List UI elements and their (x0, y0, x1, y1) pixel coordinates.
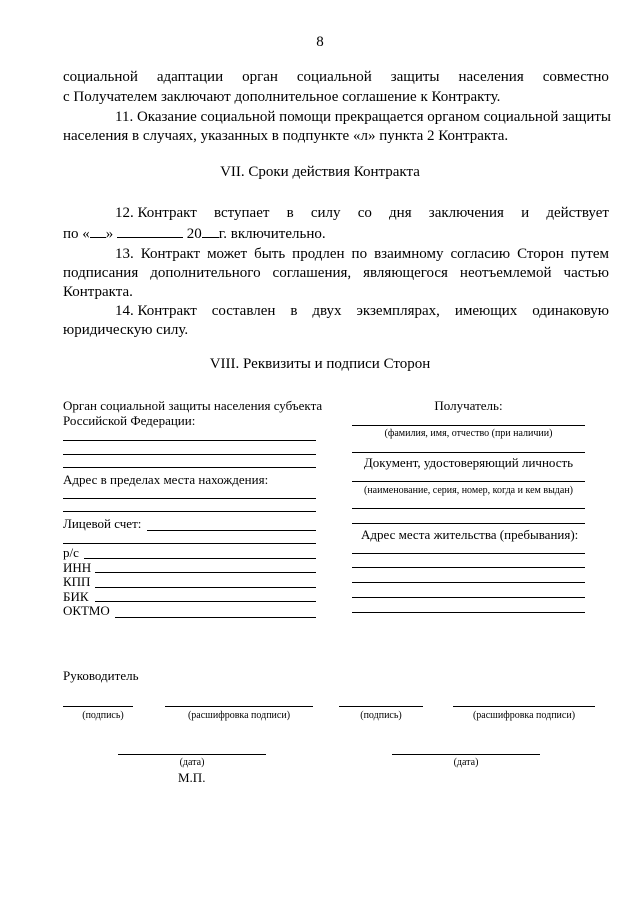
account-label: Лицевой счет: (63, 516, 142, 531)
para-14-word: в (290, 303, 298, 319)
head-label: Руководитель (63, 668, 139, 683)
inn-label: ИНН (63, 560, 92, 575)
para-12-word: 12. Контракт (115, 205, 197, 221)
para-10-word: социальной (63, 69, 138, 85)
right-date-line[interactable] (392, 754, 540, 755)
para-12-word: заключения (428, 205, 504, 221)
oktmo-line[interactable] (115, 617, 316, 618)
para-11-line-1: 11. Оказание социальной помощи прекращается органом социальной защиты (115, 109, 611, 125)
para-12-word: и (521, 205, 530, 221)
para-14-line-1 (115, 302, 609, 321)
document-line-2[interactable] (352, 508, 585, 509)
left-date-line[interactable] (118, 754, 266, 755)
org-label-line-1: Орган социальной защиты населения субъекта (63, 398, 323, 413)
para-12-prefix: по « (63, 226, 90, 242)
account-line[interactable] (147, 530, 316, 531)
left-decoding-caption: (расшифровка подписи) (187, 710, 291, 721)
residence-line-2[interactable] (352, 567, 585, 568)
kpp-label: КПП (63, 574, 91, 589)
para-12-word: со (357, 205, 372, 221)
rs-line[interactable] (84, 558, 316, 559)
para-12-mid: » (105, 226, 118, 242)
kpp-line[interactable] (95, 587, 316, 588)
residence-line-5[interactable] (352, 612, 585, 613)
para-12-word: в (286, 205, 294, 221)
left-date-caption: (дата) (179, 757, 205, 768)
left-signature-caption: (подпись) (82, 710, 124, 721)
bik-label: БИК (63, 589, 89, 604)
address-label: Адрес в пределах места нахождения: (63, 472, 269, 487)
para-11-line-2: населения в случаях, указанных в подпункте «л» пункта 2 Контракта. (63, 128, 509, 144)
day-blank[interactable] (90, 224, 106, 238)
right-decoding-line[interactable] (453, 706, 595, 707)
right-date-caption: (дата) (453, 757, 479, 768)
para-14-word: имеющих (454, 303, 518, 319)
para-10-word: адаптации (156, 69, 224, 85)
para-14-word: составлен (211, 303, 276, 319)
left-decoding-line[interactable] (165, 706, 313, 707)
para-10-line-2: с Получателем заключают дополнительное соглашение к Контракту. (63, 89, 501, 105)
para-12-word: действует (546, 205, 609, 221)
para-12-word: вступает (214, 205, 270, 221)
right-signature-caption: (подпись) (360, 710, 402, 721)
month-blank[interactable] (117, 224, 183, 238)
para-14-word: 14. Контракт (115, 303, 197, 319)
rs-label: р/с (63, 545, 79, 560)
para-13-line-3: Контракта. (63, 284, 133, 300)
account-line-2[interactable] (63, 543, 316, 544)
left-signature-line[interactable] (63, 706, 133, 707)
document-label: Документ, удостоверяющий личность (363, 455, 574, 470)
right-decoding-caption: (расшифровка подписи) (472, 710, 576, 721)
page-number: 8 (316, 34, 324, 50)
section-7-title: VII. Сроки действия Контракта (220, 164, 420, 180)
address-line-1[interactable] (63, 498, 316, 499)
org-label-line-2: Российской Федерации: (63, 413, 196, 428)
para-12-suffix: г. включительно. (218, 226, 326, 242)
address-line-2[interactable] (63, 511, 316, 512)
para-14-line-2: юридическую силу. (63, 322, 189, 338)
right-signature-line[interactable] (339, 706, 423, 707)
para-13-line-2: подписания дополнительного соглашения, являющегося неотъемлемой частью (63, 265, 609, 281)
para-14-word: одинаковую (532, 303, 609, 319)
para-10-word: орган (242, 69, 278, 85)
bik-line[interactable] (95, 601, 316, 602)
para-14-word: двух (312, 303, 342, 319)
para-12-line-2 (63, 224, 326, 244)
oktmo-label: ОКТМО (63, 603, 110, 618)
para-10-word: защиты (390, 69, 440, 85)
year-blank[interactable] (202, 224, 219, 238)
para-13-line-1: 13. Контракт может быть продлен по взаимному согласию Сторон путем (115, 246, 609, 262)
document-line[interactable] (352, 481, 585, 482)
org-name-line-1[interactable] (63, 440, 316, 441)
residence-line-1[interactable] (352, 553, 585, 554)
org-name-line-3[interactable] (63, 467, 316, 468)
para-10-word: совместно (542, 69, 609, 85)
residence-line-3[interactable] (352, 582, 585, 583)
section-8-title: VIII. Реквизиты и подписи Сторон (209, 356, 431, 372)
para-12-line-1 (115, 204, 609, 223)
fio-caption: (фамилия, имя, отчество (при наличии) (384, 428, 553, 439)
document-caption: (наименование, серия, номер, когда и кем выдан) (364, 485, 573, 496)
org-name-line-2[interactable] (63, 454, 316, 455)
residence-label: Адрес места жительства (пребывания): (361, 527, 579, 542)
recipient-label: Получатель: (434, 398, 503, 413)
residence-line-4[interactable] (352, 597, 585, 598)
document-line-3[interactable] (352, 523, 585, 524)
para-12-word: силу (310, 205, 341, 221)
para-14-word: экземплярах, (356, 303, 440, 319)
para-10-line-1 (63, 68, 609, 87)
inn-line[interactable] (95, 572, 316, 573)
recipient-name-line-2[interactable] (352, 452, 585, 453)
para-10-word: социальной (296, 69, 372, 85)
recipient-name-line[interactable] (352, 425, 585, 426)
para-12-year: 20 (186, 226, 202, 242)
stamp-label: М.П. (178, 770, 206, 785)
para-12-word: дня (389, 205, 412, 221)
para-10-word: населения (458, 69, 524, 85)
